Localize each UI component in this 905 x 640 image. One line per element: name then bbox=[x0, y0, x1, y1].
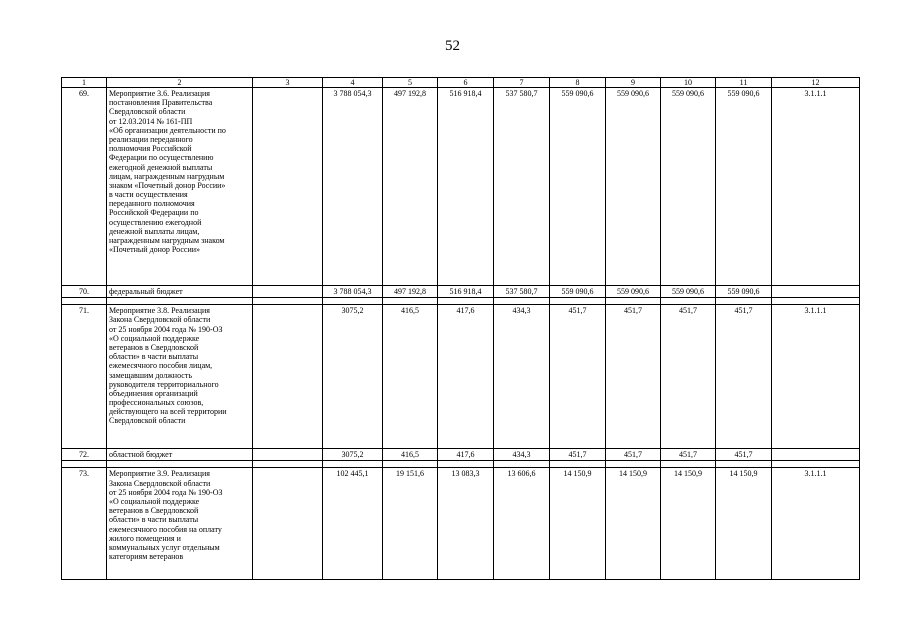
spacer-cell bbox=[606, 298, 661, 305]
header-cell-11: 11 bbox=[716, 78, 772, 88]
row-value: 13 606,6 bbox=[494, 468, 550, 580]
table-row bbox=[62, 286, 860, 298]
program-table bbox=[61, 77, 860, 580]
row-name-text: Мероприятие 3.9. Реализация Закона Свердловской области от 25 ноября 2004 года № 190-ОЗ «О социальной поддержке ветеранов в Свердловской области» в части выплаты ежемесячного пособия на оплату жилого помещения и коммунальных услуг отдельным категориям ветеранов bbox=[109, 469, 223, 562]
header-cell-5: 5 bbox=[383, 78, 438, 88]
row-value: 451,7 bbox=[550, 449, 606, 461]
row-number: 69. bbox=[62, 88, 107, 286]
table-row bbox=[62, 305, 860, 449]
row-value: 537 580,7 bbox=[494, 88, 550, 286]
row-value: 516 918,4 bbox=[438, 88, 494, 286]
table-row bbox=[62, 88, 860, 286]
row-number: 73. bbox=[62, 468, 107, 580]
spacer-cell bbox=[383, 461, 438, 468]
row-value: 497 192,8 bbox=[383, 88, 438, 286]
row-value: 559 090,6 bbox=[606, 286, 661, 298]
row-value: 3075,2 bbox=[323, 305, 383, 449]
header-cell-8: 8 bbox=[550, 78, 606, 88]
row-value: 434,3 bbox=[494, 449, 550, 461]
table-row bbox=[62, 449, 860, 461]
row-value: 434,3 bbox=[494, 305, 550, 449]
page-number: 52 bbox=[445, 38, 460, 54]
spacer-cell bbox=[107, 298, 253, 305]
spacer-cell bbox=[253, 461, 323, 468]
row-value: 559 090,6 bbox=[550, 88, 606, 286]
header-cell-3: 3 bbox=[253, 78, 323, 88]
header-cell-10: 10 bbox=[661, 78, 716, 88]
spacer-cell bbox=[550, 461, 606, 468]
row-value: 19 151,6 bbox=[383, 468, 438, 580]
row-col3 bbox=[253, 88, 323, 286]
row-value: 559 090,6 bbox=[606, 88, 661, 286]
row-value: 451,7 bbox=[606, 449, 661, 461]
header-cell-2: 2 bbox=[107, 78, 253, 88]
row-number: 71. bbox=[62, 305, 107, 449]
row-col3 bbox=[253, 468, 323, 580]
header-cell-7: 7 bbox=[494, 78, 550, 88]
spacer-cell bbox=[772, 461, 860, 468]
row-value: 559 090,6 bbox=[716, 286, 772, 298]
row-name bbox=[107, 449, 253, 461]
row-value: 451,7 bbox=[716, 449, 772, 461]
row-value: 559 090,6 bbox=[661, 88, 716, 286]
row-value: 3075,2 bbox=[323, 449, 383, 461]
row-col3 bbox=[253, 286, 323, 298]
spacer-cell bbox=[550, 298, 606, 305]
row-value: 416,5 bbox=[383, 305, 438, 449]
row-target bbox=[772, 286, 860, 298]
row-value: 14 150,9 bbox=[550, 468, 606, 580]
spacer-cell bbox=[383, 298, 438, 305]
row-value: 451,7 bbox=[661, 305, 716, 449]
row-value: 451,7 bbox=[716, 305, 772, 449]
spacer-cell bbox=[253, 298, 323, 305]
row-value: 417,6 bbox=[438, 449, 494, 461]
row-value: 559 090,6 bbox=[716, 88, 772, 286]
row-target bbox=[772, 449, 860, 461]
row-target: 3.1.1.1 bbox=[772, 305, 860, 449]
row-name bbox=[107, 468, 253, 580]
row-name bbox=[107, 88, 253, 286]
row-value: 14 150,9 bbox=[716, 468, 772, 580]
spacer-cell bbox=[661, 461, 716, 468]
row-col3 bbox=[253, 305, 323, 449]
spacer-row bbox=[62, 461, 860, 468]
spacer-cell bbox=[438, 461, 494, 468]
row-name bbox=[107, 305, 253, 449]
header-cell-9: 9 bbox=[606, 78, 661, 88]
row-value: 451,7 bbox=[550, 305, 606, 449]
header-cell-4: 4 bbox=[323, 78, 383, 88]
spacer-cell bbox=[107, 461, 253, 468]
spacer-cell bbox=[323, 298, 383, 305]
header-cell-12: 12 bbox=[772, 78, 860, 88]
row-value: 102 445,1 bbox=[323, 468, 383, 580]
spacer-cell bbox=[323, 461, 383, 468]
row-name-text: федеральный бюджет bbox=[109, 287, 183, 296]
spacer-cell bbox=[716, 298, 772, 305]
header-cell-6: 6 bbox=[438, 78, 494, 88]
row-value: 416,5 bbox=[383, 449, 438, 461]
row-value: 559 090,6 bbox=[661, 286, 716, 298]
spacer-cell bbox=[772, 298, 860, 305]
row-value: 14 150,9 bbox=[606, 468, 661, 580]
row-value: 14 150,9 bbox=[661, 468, 716, 580]
row-name-text: Мероприятие 3.6. Реализация постановления Правительства Свердловской области от 12.03.2014 № 161-ПП «Об организации деятельности по реализации переданного полномочия Российской Федерации по осуществлению ежегодной денежной выплаты лицам, награжденным нагрудным знаком «Почетный донор России» в части осуществления переданного полномочия Российской Федерации по осуществлению ежегодной денежной выплаты лицам, награжденным нагрудным знаком «Почетный донор России» bbox=[109, 89, 226, 255]
spacer-cell bbox=[62, 298, 107, 305]
spacer-cell bbox=[62, 461, 107, 468]
header-cell-1: 1 bbox=[62, 78, 107, 88]
spacer-cell bbox=[494, 461, 550, 468]
row-target: 3.1.1.1 bbox=[772, 88, 860, 286]
spacer-cell bbox=[661, 298, 716, 305]
row-value: 451,7 bbox=[606, 305, 661, 449]
spacer-cell bbox=[606, 461, 661, 468]
row-number: 72. bbox=[62, 449, 107, 461]
row-value: 13 083,3 bbox=[438, 468, 494, 580]
table-row bbox=[62, 468, 860, 580]
header-row bbox=[62, 78, 860, 88]
row-target: 3.1.1.1 bbox=[772, 468, 860, 580]
row-value: 559 090,6 bbox=[550, 286, 606, 298]
row-value: 497 192,8 bbox=[383, 286, 438, 298]
spacer-cell bbox=[438, 298, 494, 305]
row-value: 417,6 bbox=[438, 305, 494, 449]
row-value: 3 788 054,3 bbox=[323, 88, 383, 286]
row-number: 70. bbox=[62, 286, 107, 298]
row-value: 3 788 054,3 bbox=[323, 286, 383, 298]
spacer-row bbox=[62, 298, 860, 305]
spacer-cell bbox=[494, 298, 550, 305]
row-col3 bbox=[253, 449, 323, 461]
row-name-text: Мероприятие 3.8. Реализация Закона Свердловской области от 25 ноября 2004 года № 190-ОЗ «О социальной поддержке ветеранов в Свердловской области» в части выплаты ежемесячного пособия лицам, замещавшим должность руководителя территориального объединения организаций профессиональных союзов, действующего на всей территории Свердловской области bbox=[109, 306, 227, 426]
row-name bbox=[107, 286, 253, 298]
row-value: 451,7 bbox=[661, 449, 716, 461]
row-name-text: областной бюджет bbox=[109, 450, 173, 460]
row-value: 537 580,7 bbox=[494, 286, 550, 298]
row-value: 516 918,4 bbox=[438, 286, 494, 298]
spacer-cell bbox=[716, 461, 772, 468]
